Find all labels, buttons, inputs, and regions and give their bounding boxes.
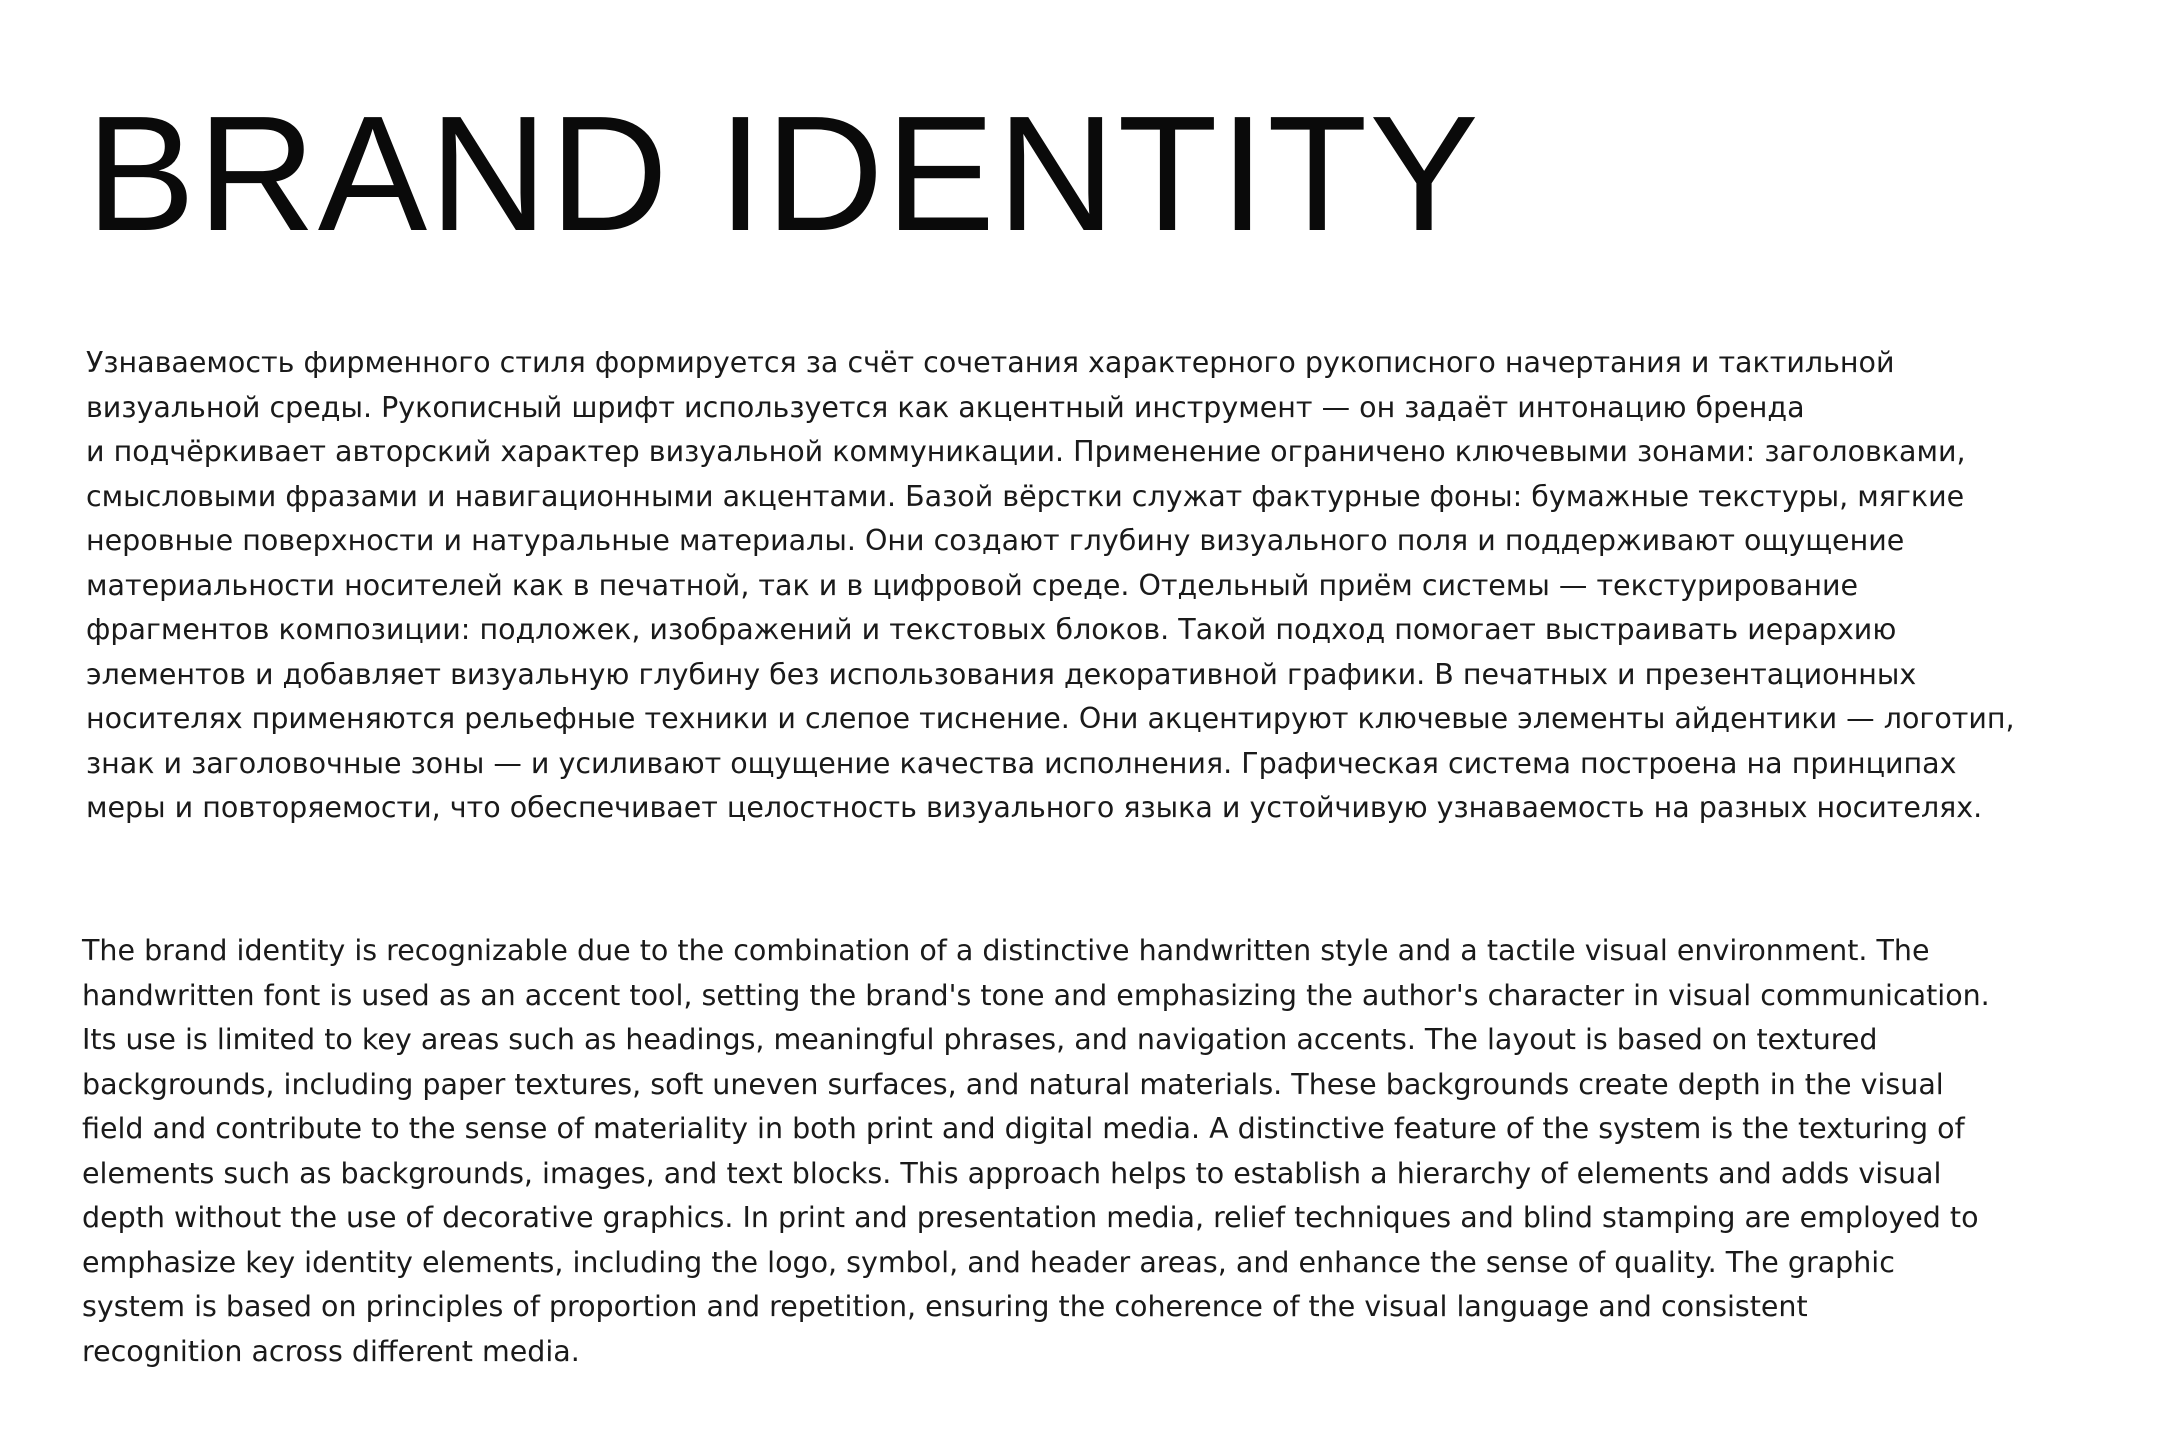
paragraph-line: элементов и добавляет визуальную глубину без использования декоративной графики. В печатных и презентационных: [86, 657, 1917, 691]
paragraph-line: Its use is limited to key areas such as headings, meaningful phrases, and navigation accents. The layout is based on textured: [82, 1023, 1878, 1056]
paragraph-line: носителях применяются рельефные техники и слепое тиснение. Они акцентируют ключевые элементы айдентики — логотип,: [86, 702, 2015, 735]
paragraph-english: [82, 929, 1990, 1374]
paragraph-line: смысловыми фразами и навигационными акцентами. Базой вёрстки служат фактурные фоны: бумажные текстуры, мягкие: [86, 479, 1965, 513]
paragraph-line: field and contribute to the sense of materiality in both print and digital media. A distinctive feature of the system is the texturing of: [82, 1112, 1965, 1145]
paragraph-line: и подчёркивает авторский характер визуальной коммуникации. Применение ограничено ключевыми зонами: заголовками,: [86, 435, 1966, 468]
paragraph-line: меры и повторяемости, что обеспечивает целостность визуального языка и устойчивую узнаваемость на разных носителях.: [86, 791, 1983, 824]
paragraph-line: неровные поверхности и натуральные материалы. Они создают глубину визуального поля и поддерживают ощущение: [86, 524, 1905, 557]
paragraph-line: фрагментов композиции: подложек, изображений и текстовых блоков. Такой подход помогает выстраивать иерархию: [86, 613, 1897, 646]
paragraph-line: system is based on principles of proportion and repetition, ensuring the coherence of the visual language and consistent: [82, 1290, 1808, 1323]
paragraph-line: визуальной среды. Рукописный шрифт используется как акцентный инструмент — он задаёт интонацию бренда: [86, 390, 1805, 424]
paragraph-line: The brand identity is recognizable due to the combination of a distinctive handwritten style and a tactile visual environment. The: [82, 934, 1930, 967]
paragraph-line: recognition across different media.: [82, 1334, 580, 1368]
paragraph-russian: [86, 341, 2015, 831]
paragraph-line: depth without the use of decorative graphics. In print and presentation media, relief techniques and blind stamping are employed to: [82, 1201, 1979, 1234]
paragraph-line: handwritten font is used as an accent tool, setting the brand's tone and emphasizing the author's character in visual communication.: [82, 978, 1990, 1012]
paragraph-line: материальности носителей как в печатной, так и в цифровой среде. Отдельный приём системы — текстурирование: [86, 568, 1859, 602]
page-title: BRAND IDENTITY: [86, 82, 1481, 265]
paragraph-line: Узнаваемость фирменного стиля формируется за счёт сочетания характерного рукописного начертания и тактильной: [86, 346, 1895, 379]
paragraph-line: знак и заголовочные зоны — и усиливают ощущение качества исполнения. Графическая система построена на принципах: [86, 746, 1957, 780]
paragraph-line: elements such as backgrounds, images, and text blocks. This approach helps to establish a hierarchy of elements and adds visual: [82, 1156, 1942, 1190]
paragraph-line: backgrounds, including paper textures, soft uneven surfaces, and natural materials. These backgrounds create depth in the visual: [82, 1067, 1944, 1101]
paragraph-line: emphasize key identity elements, including the logo, symbol, and header areas, and enhance the sense of quality. The graphic: [82, 1245, 1895, 1279]
